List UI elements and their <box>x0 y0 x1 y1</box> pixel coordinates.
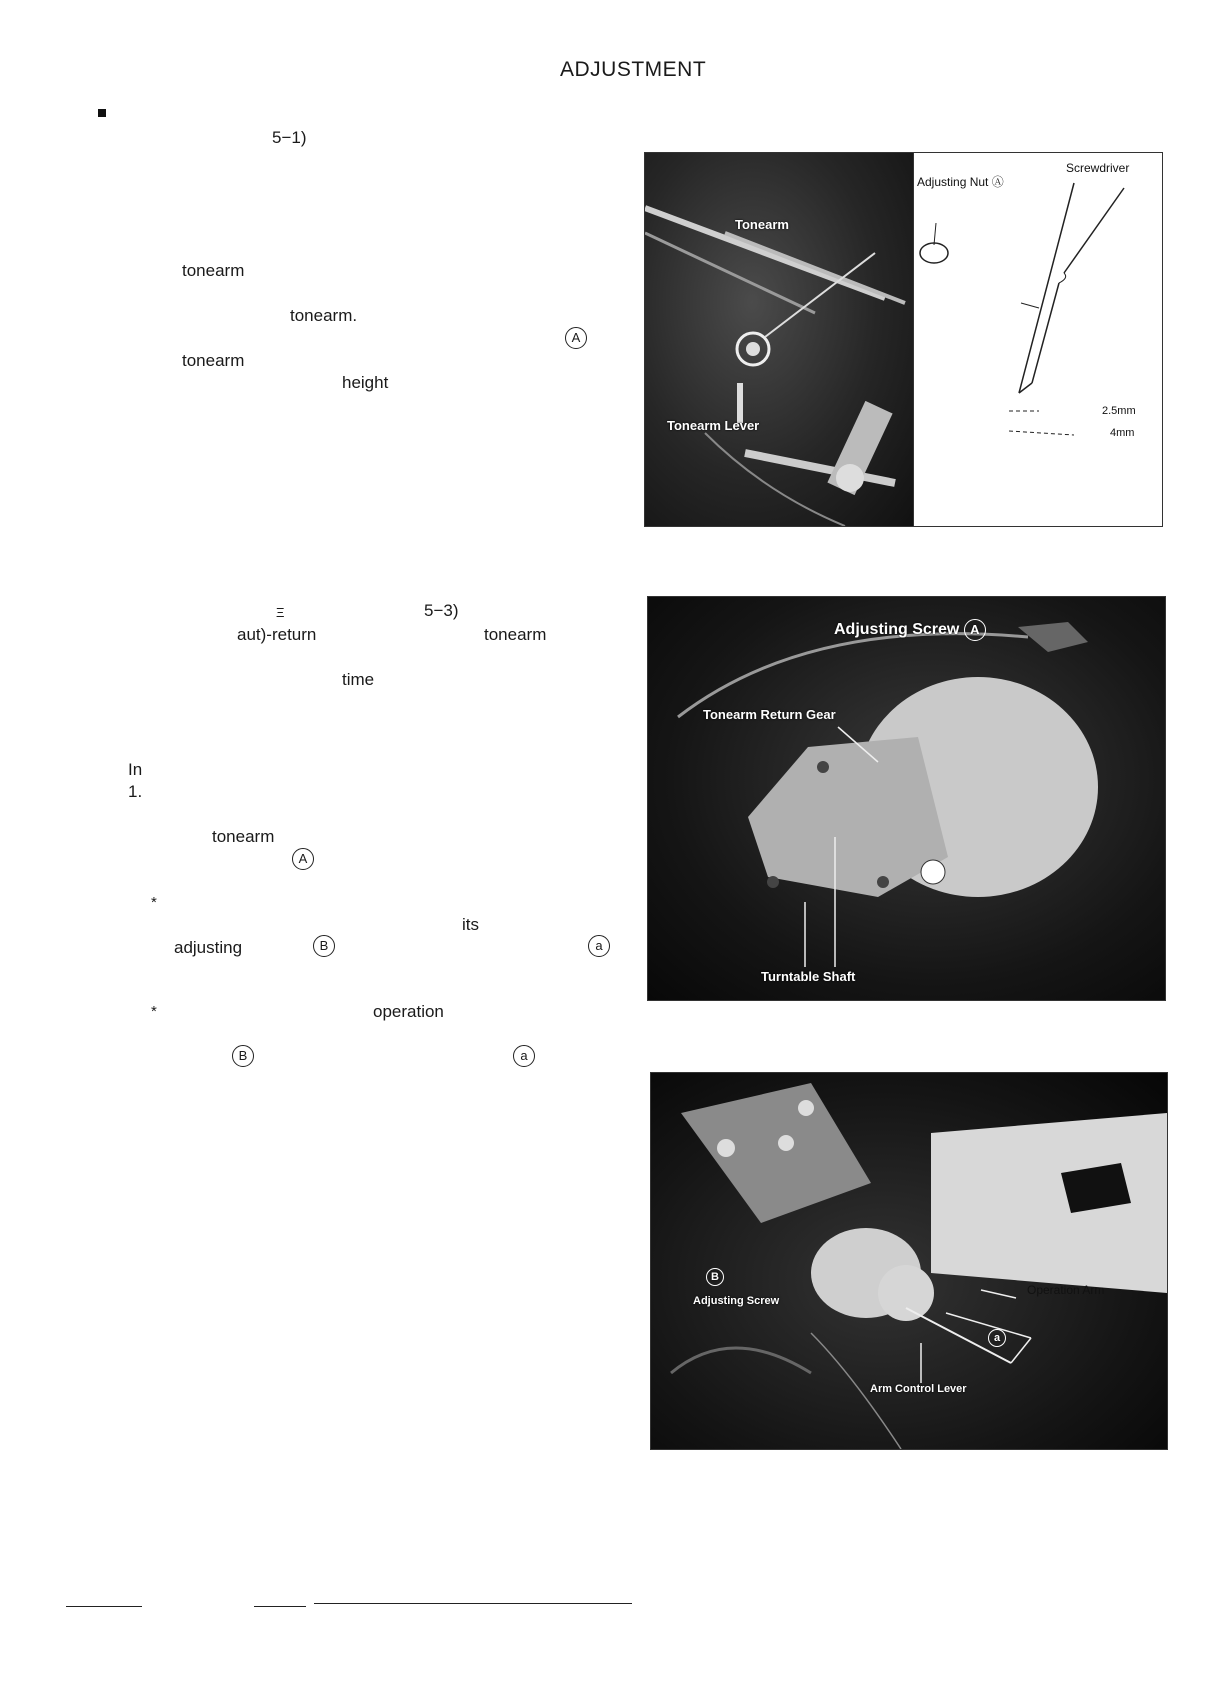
text-fragment: its <box>462 915 479 934</box>
circled-mark-a-upper: A <box>565 327 587 349</box>
text-fragment: height <box>342 373 389 392</box>
screwdriver-drawing <box>913 153 1163 526</box>
circled-mark-a-lower: A <box>292 848 314 870</box>
circled-mark-small-a-upper: a <box>588 935 610 957</box>
text-fragment: time <box>342 670 375 689</box>
text-fragment: tonearm. <box>290 306 358 325</box>
text-fragment: tonearm <box>212 827 275 846</box>
figure-arm-control-lever <box>650 1072 1168 1450</box>
return-gear-photo-drawing <box>648 597 1165 1000</box>
figure-tonearm-return-gear <box>647 596 1166 1001</box>
label-adjusting-screw-b: Adjusting Screw <box>693 1295 780 1307</box>
footer-rule <box>66 1606 142 1607</box>
footer-rule <box>314 1603 632 1604</box>
text-fragment: tonearm <box>182 351 245 370</box>
circled-mark-b-lower: B <box>232 1045 254 1067</box>
text-fragment: aut)-return <box>237 625 317 644</box>
asterisk-mark: * <box>151 894 157 911</box>
label-arm-control-lever: Arm Control Lever <box>870 1383 967 1395</box>
figure-tonearm-adjusting-nut <box>644 152 1163 527</box>
screwdriver-illustration <box>914 153 1163 526</box>
label-dim-2-5mm: 2.5mm <box>1102 405 1136 417</box>
text-fragment: tonearm <box>182 261 245 280</box>
footer-rule <box>254 1606 306 1607</box>
circled-mark-b-photo: B <box>706 1268 724 1286</box>
label-tonearm-lever: Tonearm Lever <box>667 418 760 433</box>
label-dim-4mm: 4mm <box>1110 427 1135 439</box>
tonearm-photo <box>645 153 913 526</box>
circled-mark-small-a-lower: a <box>513 1045 535 1067</box>
text-fragment: 5−1) <box>272 128 307 147</box>
text-fragment: In <box>128 760 143 779</box>
page-title: ADJUSTMENT <box>560 58 707 81</box>
asterisk-mark: * <box>151 1003 157 1020</box>
label-tonearm: Tonearm <box>735 217 789 232</box>
circled-mark-b-upper: B <box>313 935 335 957</box>
circled-mark-a-photo: a <box>988 1329 1006 1347</box>
label-adjusting-screw-a: Adjusting Screw A <box>834 619 986 641</box>
text-fragment: tonearm <box>484 625 547 644</box>
text-fragment: 1. <box>128 782 143 801</box>
label-adjusting-nut: Adjusting Nut Ⓐ <box>917 175 1004 189</box>
label-screwdriver: Screwdriver <box>1066 161 1130 175</box>
label-return-gear: Tonearm Return Gear <box>703 707 836 722</box>
text-fragment: 5−3) <box>424 601 459 620</box>
text-fragment: Ξ <box>276 605 285 620</box>
tonearm-photo-drawing <box>645 153 913 526</box>
label-operation-arm: Operation Arm <box>1027 1283 1105 1297</box>
label-turntable-shaft: Turntable Shaft <box>761 969 856 984</box>
bullet-icon <box>98 109 106 117</box>
text-fragment: adjusting <box>174 938 243 957</box>
text-fragment: operation <box>373 1002 444 1021</box>
